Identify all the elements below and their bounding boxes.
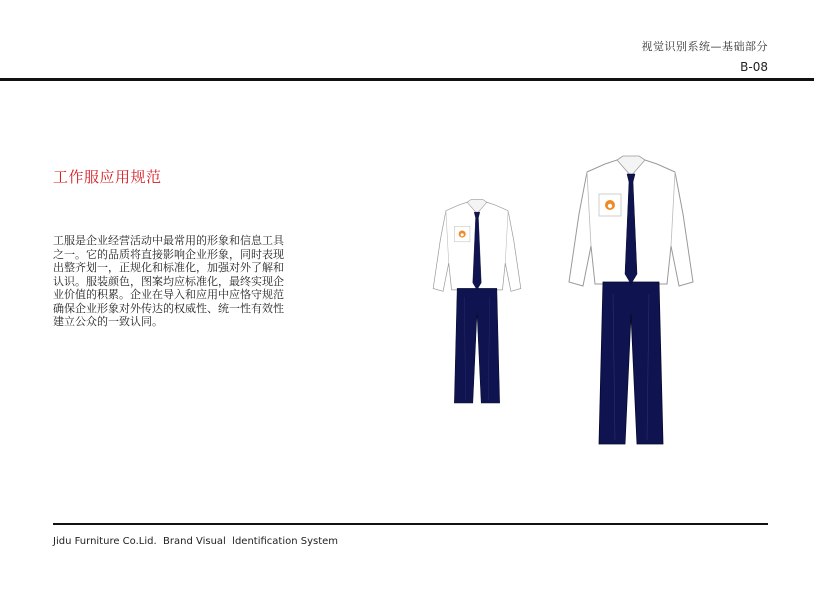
header-divider xyxy=(0,78,814,81)
paragraph-line: 认识。服装颜色，图案均应标准化，最终实现企 xyxy=(53,274,284,288)
uniform-illustration-icon xyxy=(565,148,697,460)
description-paragraph xyxy=(53,234,299,329)
uniform-small-illustration xyxy=(430,198,524,410)
paragraph-line: 出整齐划一，正规化和标准化，加强对外了解和 xyxy=(53,261,284,274)
uniform-illustration-icon xyxy=(430,198,524,410)
paragraph-line: 确保企业形象对外传达的权威性、统一性有效性 xyxy=(53,301,284,315)
footer-text: Jidu Furniture Co.Lid. Brand Visual ldentification System xyxy=(53,536,339,547)
paragraph-line: 建立公众的一致认同。 xyxy=(53,315,163,328)
paragraph-line: 业价值的积累。企业在导入和应用中应恪守规范 xyxy=(53,288,284,301)
uniform-large-illustration xyxy=(565,148,697,460)
footer-divider xyxy=(53,523,768,525)
page-code: B-08 xyxy=(740,60,768,74)
section-title: 工作服应用规范 xyxy=(53,168,162,186)
header-title: 视觉识别系统—基础部分 xyxy=(641,40,768,53)
paragraph-line: 之一。它的品质将直接影响企业形象，同时表现 xyxy=(53,247,284,261)
paragraph-line: 工服是企业经营活动中最常用的形象和信息工具 xyxy=(53,234,284,247)
